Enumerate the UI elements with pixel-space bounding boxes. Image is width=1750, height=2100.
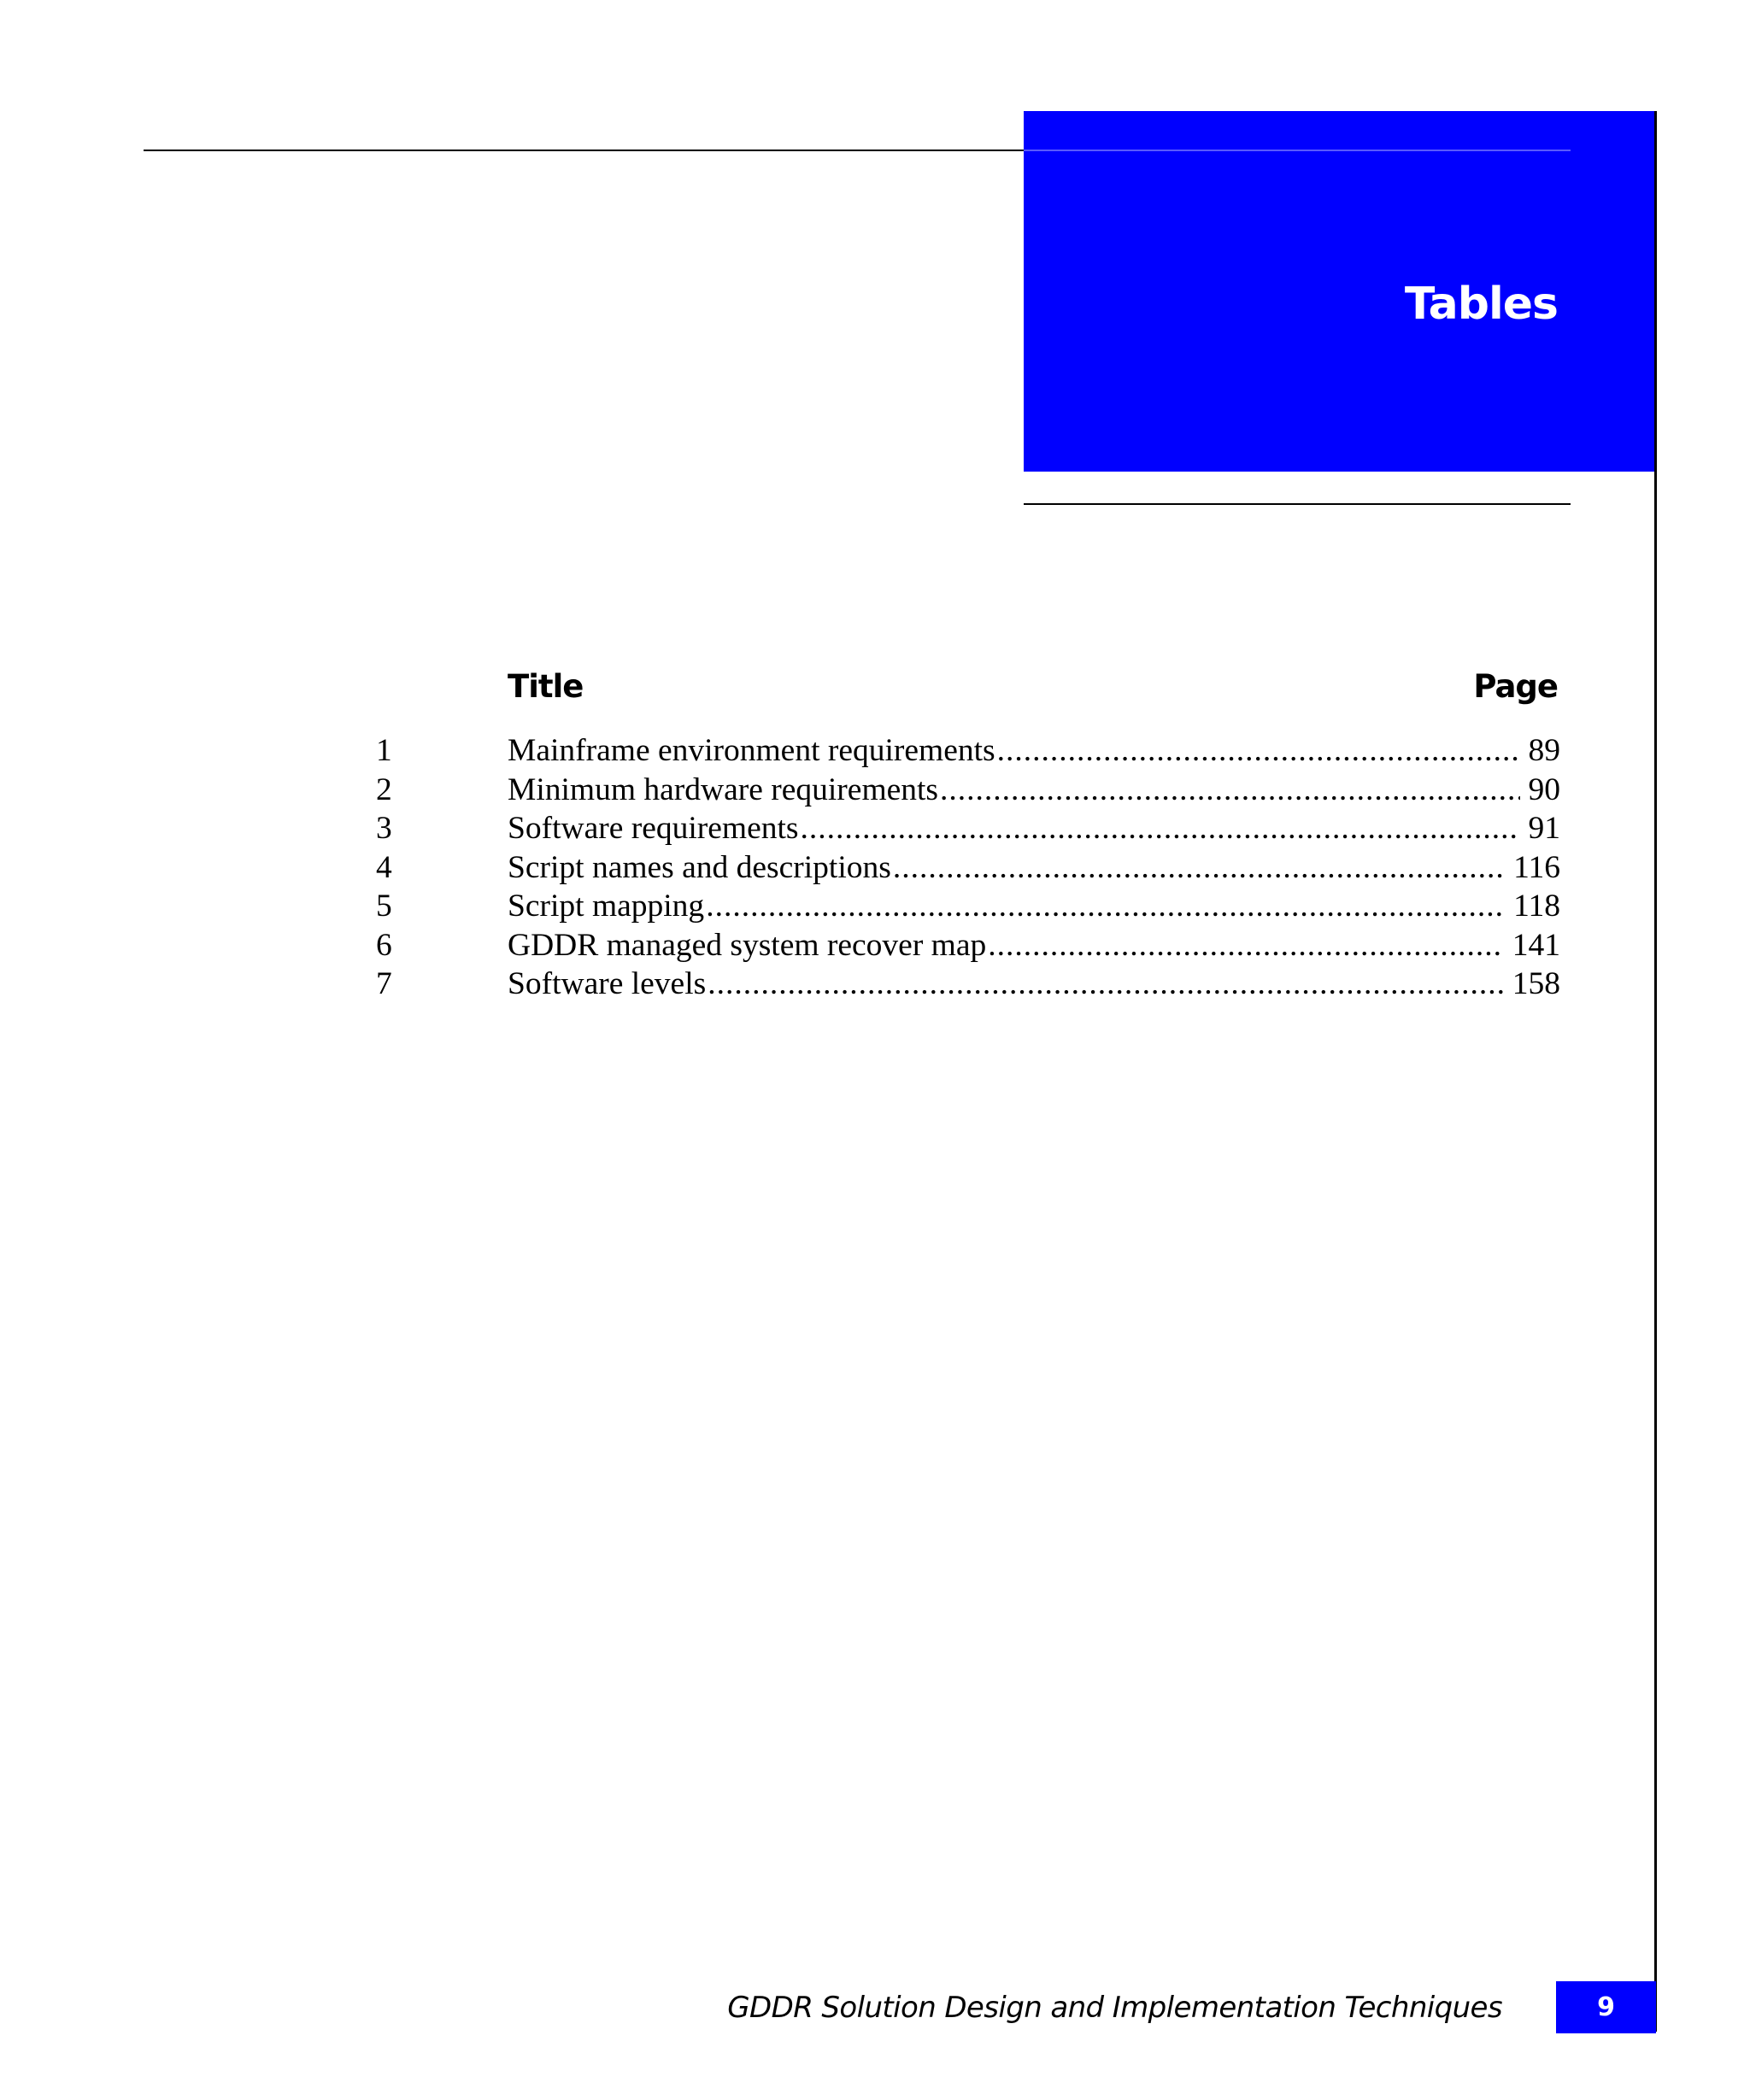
entry-title[interactable]: Mainframe environment requirements: [508, 733, 995, 768]
entry-title[interactable]: Software requirements: [508, 811, 799, 846]
entry-title[interactable]: Script names and descriptions: [508, 849, 891, 885]
entry-number: 1: [376, 733, 392, 768]
dot-leader: [988, 926, 1504, 965]
chapter-title: Tables: [1404, 279, 1558, 330]
entry-page[interactable]: 89: [1528, 733, 1560, 768]
toc-entry[interactable]: [376, 887, 1560, 926]
toc-entry[interactable]: [376, 731, 1560, 771]
dot-leader: [706, 887, 1505, 926]
entry-number: 4: [376, 849, 392, 885]
dot-leader: [893, 848, 1505, 888]
entry-number: 3: [376, 811, 392, 846]
dot-leader: [801, 809, 1520, 848]
entry-number: 7: [376, 966, 392, 1001]
entry-number: 5: [376, 889, 392, 924]
chapter-box-rule: [1024, 150, 1571, 151]
entry-number: 6: [376, 927, 392, 963]
entry-page[interactable]: 141: [1512, 927, 1560, 963]
entry-number: 2: [376, 771, 392, 807]
title-under-rule: [1024, 503, 1571, 505]
entry-page[interactable]: 90: [1528, 771, 1560, 807]
column-header-title: Title: [508, 668, 584, 705]
chapter-title-box: [1024, 111, 1656, 472]
footer-book-title: GDDR Solution Design and Implementation Techniques: [727, 1991, 1502, 2025]
toc-entry[interactable]: [376, 965, 1560, 1004]
dot-leader: [708, 965, 1504, 1004]
toc-entry[interactable]: [376, 848, 1560, 888]
page-edge-rule: [1654, 111, 1657, 2032]
entry-page[interactable]: 118: [1513, 889, 1560, 924]
entry-page[interactable]: 158: [1512, 966, 1560, 1001]
footer-page-number: 9: [1556, 1981, 1656, 2033]
toc-entry[interactable]: [376, 771, 1560, 810]
list-of-tables: [376, 731, 1560, 1004]
toc-entry[interactable]: [376, 926, 1560, 965]
entry-title[interactable]: Minimum hardware requirements: [508, 771, 939, 807]
entry-title[interactable]: GDDR managed system recover map: [508, 927, 987, 963]
column-header-page: Page: [1473, 668, 1558, 705]
entry-title[interactable]: Script mapping: [508, 889, 705, 924]
dot-leader: [940, 771, 1519, 810]
entry-page[interactable]: 116: [1513, 849, 1560, 885]
dot-leader: [997, 731, 1520, 771]
toc-entry[interactable]: [376, 809, 1560, 848]
entry-page[interactable]: 91: [1528, 811, 1560, 846]
entry-title[interactable]: Software levels: [508, 966, 707, 1001]
